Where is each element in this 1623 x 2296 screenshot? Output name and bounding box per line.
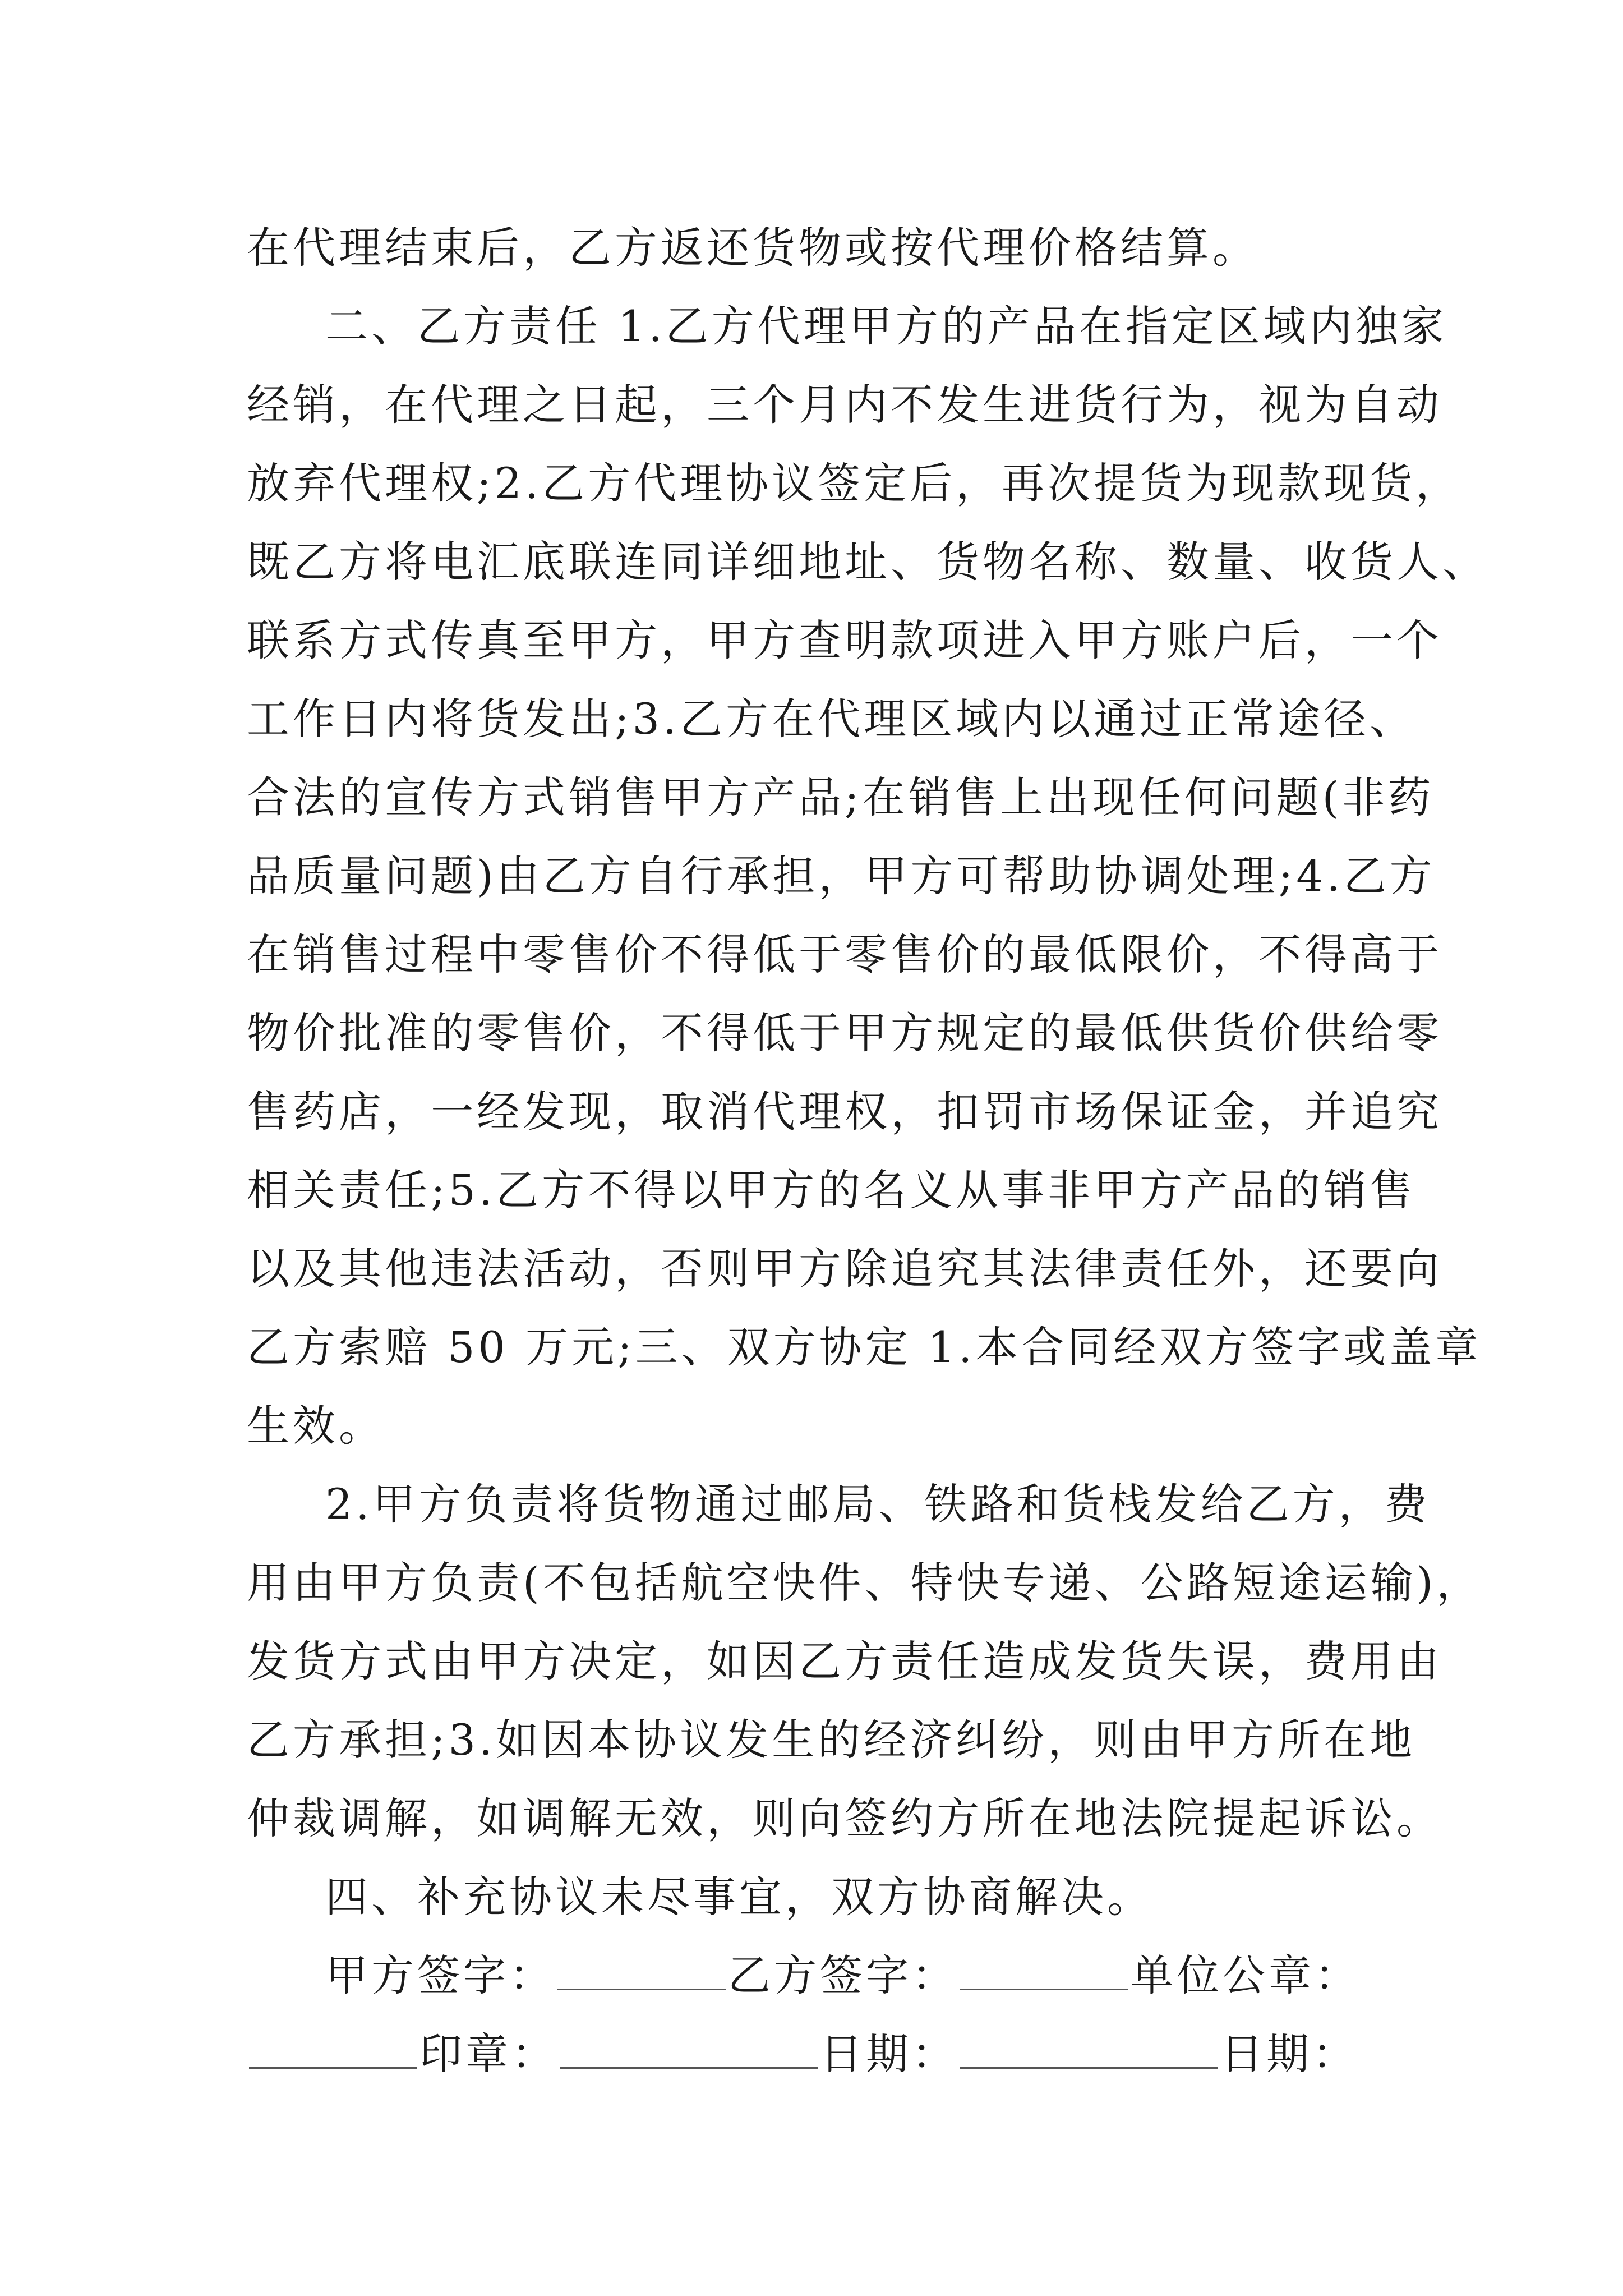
date-blank-1 <box>960 2028 1218 2069</box>
party-a-signature-label: 甲方签字： <box>325 1950 555 2000</box>
paragraph-line-3: 经销，在代理之日起，三个月内不发生进货行为，视为自动 <box>247 380 1442 430</box>
paragraph-line-22: 四、补充协议未尽事宜，双方协商解决。 <box>325 1872 1153 1922</box>
party-a-signature-blank <box>557 1949 726 1990</box>
paragraph-line-4: 放弃代理权;2.乙方代理协议签定后，再次提货为现款现货， <box>247 458 1462 508</box>
paragraph-line-12: 售药店，一经发现，取消代理权，扣罚市场保证金，并追究 <box>247 1087 1442 1137</box>
paragraph-line-16: 生效。 <box>247 1401 385 1451</box>
paragraph-line-17: 2.甲方负责将货物通过邮局、铁路和货栈发给乙方，费 <box>325 1479 1431 1529</box>
party-b-signature-blank <box>960 1949 1128 1990</box>
paragraph-line-10: 在销售过程中零售价不得低于零售价的最低限价，不得高于 <box>247 930 1442 979</box>
paragraph-line-15: 乙方索赔 50 万元;三、双方协定 1.本合同经双方签字或盖章 <box>247 1322 1482 1372</box>
party-b-signature-label: 乙方签字： <box>728 1950 958 2000</box>
paragraph-line-9: 品质量问题)由乙方自行承担，甲方可帮助协调处理;4.乙方 <box>247 851 1436 901</box>
paragraph-line-13: 相关责任;5.乙方不得以甲方的名义从事非甲方产品的销售 <box>247 1165 1416 1215</box>
paragraph-line-7: 工作日内将货发出;3.乙方在代理区域内以通过正常途径、 <box>247 694 1416 744</box>
signature-row-2 <box>247 2015 1358 2093</box>
signature-row-1 <box>325 1936 1361 2015</box>
date-label-2: 日期： <box>1220 2029 1358 2079</box>
paragraph-line-8: 合法的宣传方式销售甲方产品;在销售上出现任何问题(非药 <box>247 772 1435 822</box>
paragraph-line-11: 物价批准的零售价，不得低于甲方规定的最低供货价供给零 <box>247 1008 1442 1058</box>
paragraph-line-1: 在代理结束后，乙方返还货物或按代理价格结算。 <box>247 223 1258 273</box>
unit-seal-blank <box>249 2028 417 2069</box>
paragraph-line-5: 既乙方将电汇底联连同详细地址、货物名称、数量、收货人、 <box>247 537 1488 587</box>
paragraph-line-20: 乙方承担;3.如因本协议发生的经济纠纷，则由甲方所在地 <box>247 1715 1416 1765</box>
paragraph-line-6: 联系方式传真至甲方，甲方查明款项进入甲方账户后，一个 <box>247 615 1442 665</box>
paragraph-line-2: 二、乙方责任 1.乙方代理甲方的产品在指定区域内独家 <box>325 301 1447 351</box>
seal-blank <box>560 2028 818 2069</box>
date-label-1: 日期： <box>820 2029 958 2079</box>
paragraph-line-14: 以及其他违法活动，否则甲方除追究其法律责任外，还要向 <box>247 1244 1442 1294</box>
paragraph-line-21: 仲裁调解，如调解无效，则向签约方所在地法院提起诉讼。 <box>247 1793 1442 1843</box>
unit-seal-label: 单位公章： <box>1131 1950 1361 2000</box>
seal-label: 印章： <box>419 2029 557 2079</box>
paragraph-line-18: 用由甲方负责(不包括航空快件、特快专递、公路短途运输)， <box>247 1558 1483 1608</box>
paragraph-line-19: 发货方式由甲方决定，如因乙方责任造成发货失误，费用由 <box>247 1636 1442 1686</box>
